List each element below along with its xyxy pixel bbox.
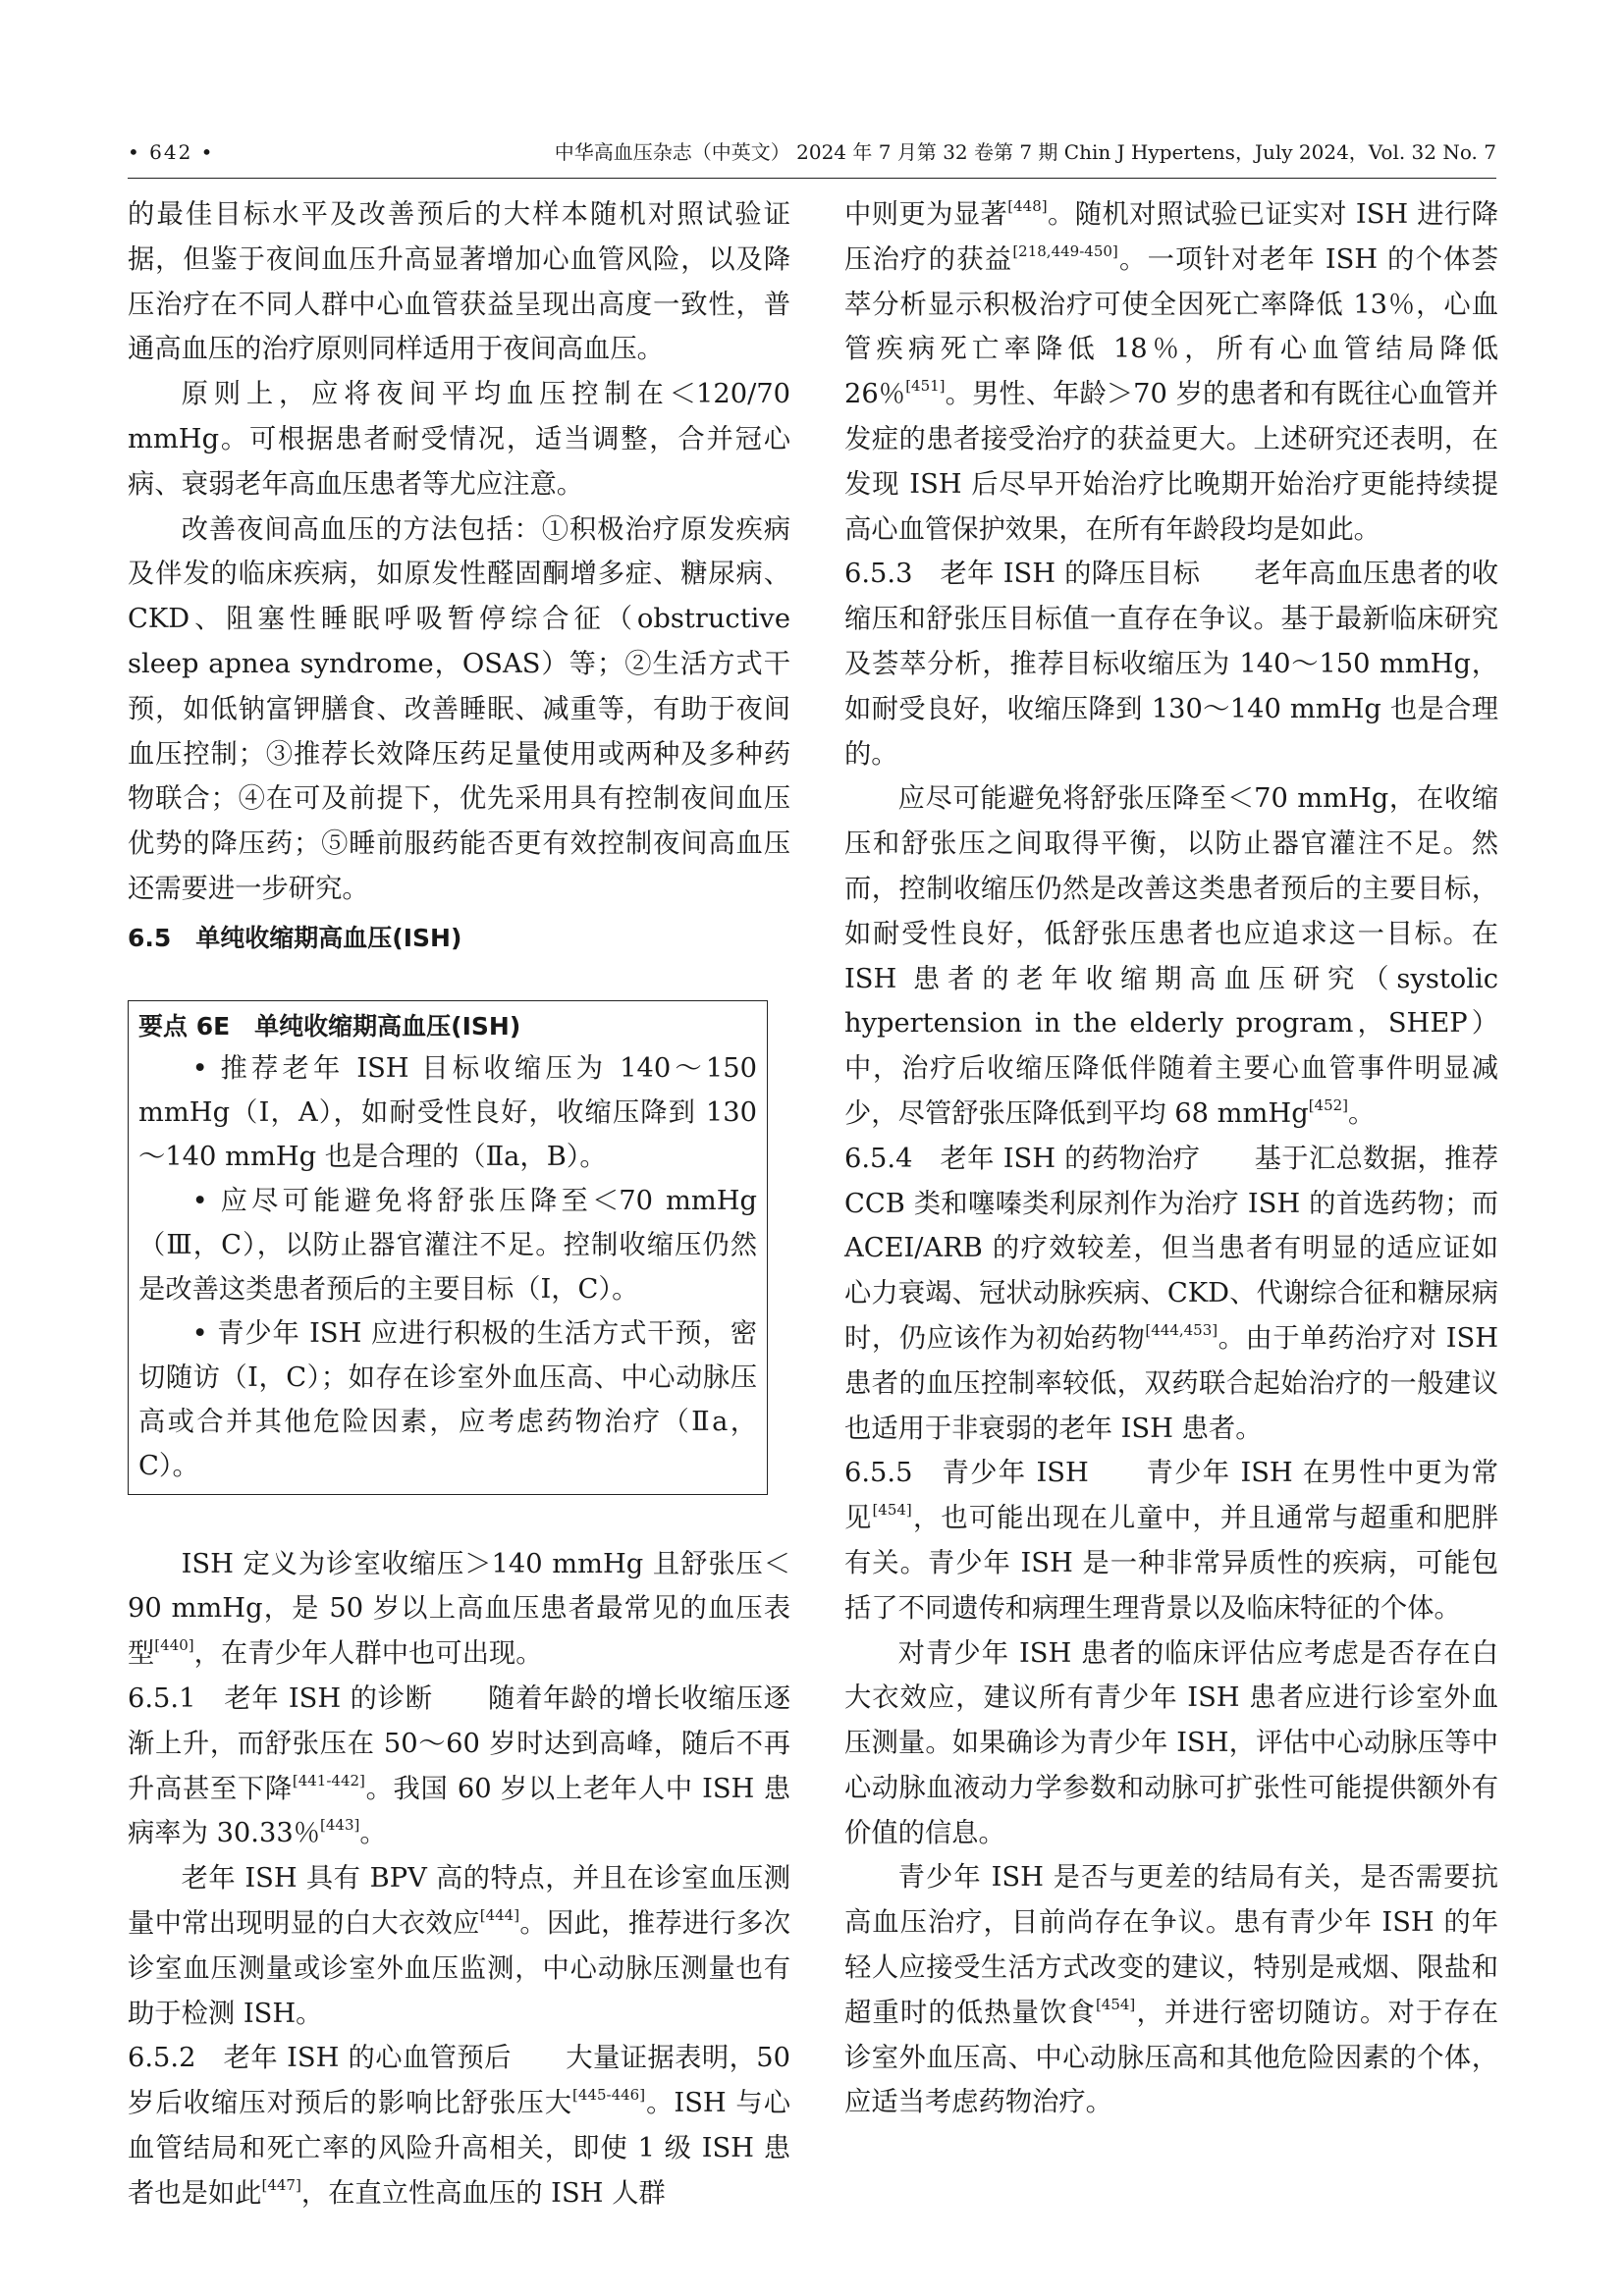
text: ，并进行密切随访。对于存在诊室外血压高、中心动脉压高和其他危险因素的个体，应适当考虑药物治疗。: [844, 1997, 1499, 2118]
subsection-number: 6.5.2: [128, 2043, 196, 2074]
subsection-paragraph: [844, 1137, 1498, 1452]
text: 大量证据表明，50 岁后收缩压对预后的影响比舒张压大: [128, 2043, 791, 2119]
text: 青少年 ISH 在男性中更为常见: [844, 1458, 1499, 1534]
text: 。一项针对老年 ISH 的个体荟萃分析显示积极治疗可使全因死亡率降低 13％，心血管疾病死亡率降低 18％，所有心血管结局降低 26％: [844, 243, 1499, 410]
paragraph: 对青少年 ISH 患者的临床评估应考虑是否存在白大衣效应，建议所有青少年 ISH 患者应进行诊室外血压测量。如果确诊为青少年 ISH，评估中心动脉压等中心动脉血液动力学参数和动脉可扩张性可能提供额外有价值的信息。: [844, 1637, 1498, 1848]
citation: [445-446]: [572, 2086, 646, 2105]
paragraph: [844, 776, 1498, 1136]
text: 随着年龄的增长收缩压逐渐上升，而舒张压在 50～60 岁时达到高峰，随后不再升高甚至下降: [128, 1682, 790, 1804]
text: 。随机对照试验已证实对 ISH 进行降压治疗的获益: [844, 199, 1499, 275]
text: ISH 定义为诊室收缩压＞140 mmHg 且舒张压＜90 mmHg，是 50 岁以上高血压患者最常见的血压表型: [128, 1548, 790, 1670]
text: 中则更为显著: [844, 199, 1008, 230]
citation: [448]: [1007, 197, 1048, 215]
text: 基于汇总数据，推荐 CCB 类和噻嗪类利尿剂作为治疗 ISH 的首选药物；而 ACEI/ARB 的疗效较差，但当患者有明显的适应证如心力衰竭、冠状动脉疾病、CKD、代谢综合征和糖尿病时，仍应该作为初始药物: [844, 1143, 1499, 1354]
text: ，在直立性高血压的 ISH 人群: [300, 2177, 666, 2209]
citation: [443]: [320, 1816, 360, 1835]
text: ，在青少年人群中也可出现。: [193, 1638, 543, 1670]
subsection-number: 6.5.3: [844, 559, 913, 590]
text: 。: [1348, 1097, 1376, 1129]
key-points-box: [128, 1000, 768, 1495]
text: 青少年 ISH 是否与更差的结局有关，是否需要抗高血压治疗，目前尚存在争议。患有青少年 ISH 的年轻人应接受生活方式改变的建议，特别是戒烟、限盐和超重时的低热量饮食: [844, 1862, 1498, 2028]
journal-citation: 中华高血压杂志（中英文） 2024 年 7 月第 32 卷第 7 期 Chin J Hypertens，July 2024，Vol. 32 No. 7: [554, 140, 1496, 164]
section-heading: 6.5 单纯收缩期高血压(ISH): [128, 923, 462, 952]
text: 应尽可能避免将舒张压降至＜70 mmHg，在收缩压和舒张压之间取得平衡，以防止器官灌注不足。然而，控制收缩压仍然是改善这类患者预后的主要目标，如耐受性良好，低舒张压患者也应追求这一目标。在 ISH 患者的老年收缩期高血压研究（systolic hypertension in the elderly program，SHEP）中，治疗后收缩压降低伴随着主要心血管事件明显减少，尽管舒张压降低到平均 68 mmHg: [844, 783, 1498, 1129]
citation: [444]: [479, 1905, 520, 1924]
text: 。因此，推荐进行多次诊室血压测量或诊室外血压监测，中心动脉压测量也有助于检测 ISH。: [128, 1907, 790, 2029]
text: 。我国 60 岁以上老年人中 ISH 患病率为 30.33％: [128, 1773, 791, 1849]
key-point: • 应尽可能避免将舒张压降至＜70 mmHg（Ⅲ，C），以防止器官灌注不足。控制收缩压仍然是改善这类患者预后的主要目标（Ⅰ，C）。: [138, 1185, 757, 1305]
right-column: [844, 192, 1498, 2125]
paragraph: [844, 1855, 1498, 2125]
paragraph: 原则上，应将夜间平均血压控制在＜120/70 mmHg。可根据患者耐受情况，适当调整，合并冠心病、衰弱老年高血压患者等尤应注意。: [128, 379, 790, 500]
paragraph: [128, 1542, 790, 1677]
paragraph: [128, 1856, 790, 2036]
paragraph: 改善夜间高血压的方法包括：①积极治疗原发疾病及伴发的临床疾病，如原发性醛固酮增多症、糖尿病、CKD、阻塞性睡眠呼吸暂停综合征（obstructive sleep apnea syndrome，OSAS）等；②生活方式干预，如低钠富钾膳食、改善睡眠、减重等，有助于夜间血压控制；③推荐长效降压药足量使用或两种及多种药物联合；④在可及前提下，优先采用具有控制夜间血压优势的降压药；⑤睡前服药能否更有效控制夜间高血压还需要进一步研究。: [128, 513, 790, 904]
text: 老年 ISH 具有 BPV 高的特点，并且在诊室血压测量中常出现明显的白大衣效应: [128, 1863, 790, 1939]
key-point: • 青少年 ISH 应进行积极的生活方式干预，密切随访（Ⅰ，C）；如存在诊室外血压高、中心动脉压高或合并其他危险因素，应考虑药物治疗（Ⅱa，C）。: [138, 1317, 757, 1481]
subsection-title: 老年 ISH 的降压目标: [940, 559, 1201, 590]
paragraph: 的最佳目标水平及改善预后的大样本随机对照试验证据，但鉴于夜间血压升高显著增加心血管风险，以及降压治疗在不同人群中心血管获益呈现出高度一致性，普通高血压的治疗原则同样适用于夜间高血压。: [128, 199, 790, 365]
text: ，也可能出现在儿童中，并且通常与超重和肥胖有关。青少年 ISH 是一种非常异质性的疾病，可能包括了不同遗传和病理生理背景以及临床特征的个体。: [844, 1503, 1499, 1624]
subsection-title: 老年 ISH 的诊断: [224, 1682, 433, 1714]
key-points-title: 要点 6E 单纯收缩期高血压(ISH): [138, 1011, 521, 1041]
text: 。由于单药治疗对 ISH 患者的血压控制率较低，双药联合起始治疗的一般建议也适用于非衰弱的老年 ISH 患者。: [844, 1322, 1498, 1444]
subsection-title: 老年 ISH 的药物治疗: [940, 1143, 1201, 1174]
citation: [447]: [261, 2175, 301, 2194]
text: 老年高血压患者的收缩压和舒张压目标值一直存在争议。基于最新临床研究及荟萃分析，推荐目标收缩压为 140～150 mmHg，如耐受良好，收缩压降到 130～140 mmHg 也是合理的。: [844, 559, 1499, 770]
subsection-paragraph: [128, 1677, 790, 1856]
left-column: [128, 192, 790, 2216]
citation: [454]: [872, 1501, 912, 1520]
subsection-number: 6.5.4: [844, 1143, 913, 1174]
subsection-paragraph: [844, 1451, 1498, 1630]
subsection-title: 老年 ISH 的心血管预后: [223, 2043, 512, 2074]
page-number: • 642 •: [128, 140, 215, 164]
text: 。男性、年龄＞70 岁的患者和有既往心血管并发症的患者接受治疗的获益更大。上述研究还表明，在发现 ISH 后尽早开始治疗比晚期开始治疗更能持续提高心血管保护效果，在所有年龄段均是如此。: [844, 379, 1498, 545]
citation: [451]: [905, 377, 946, 396]
subsection-number: 6.5.5: [844, 1458, 913, 1489]
text: 。ISH 与心血管结局和死亡率的风险升高相关，即使 1 级 ISH 患者也是如此: [128, 2088, 791, 2209]
paragraph: [844, 192, 1498, 552]
citation: [441-442]: [292, 1771, 365, 1789]
citation: [440]: [154, 1636, 194, 1655]
citation: [218,449-450]: [1012, 241, 1118, 260]
citation: [444,453]: [1145, 1320, 1218, 1339]
subsection-paragraph: [844, 552, 1498, 776]
running-header: [128, 135, 1496, 169]
citation: [452]: [1308, 1095, 1349, 1114]
citation: [454]: [1095, 1995, 1136, 2013]
key-point: • 推荐老年 ISH 目标收缩压为 140～150 mmHg（Ⅰ，A），如耐受性良好，收缩压降到 130～140 mmHg 也是合理的（Ⅱa，B）。: [138, 1052, 757, 1172]
subsection-number: 6.5.1: [128, 1682, 196, 1714]
header-rule: [128, 178, 1496, 179]
subsection-title: 青少年 ISH: [942, 1458, 1089, 1489]
text: 。: [359, 1818, 387, 1849]
subsection-paragraph: [128, 2036, 790, 2216]
